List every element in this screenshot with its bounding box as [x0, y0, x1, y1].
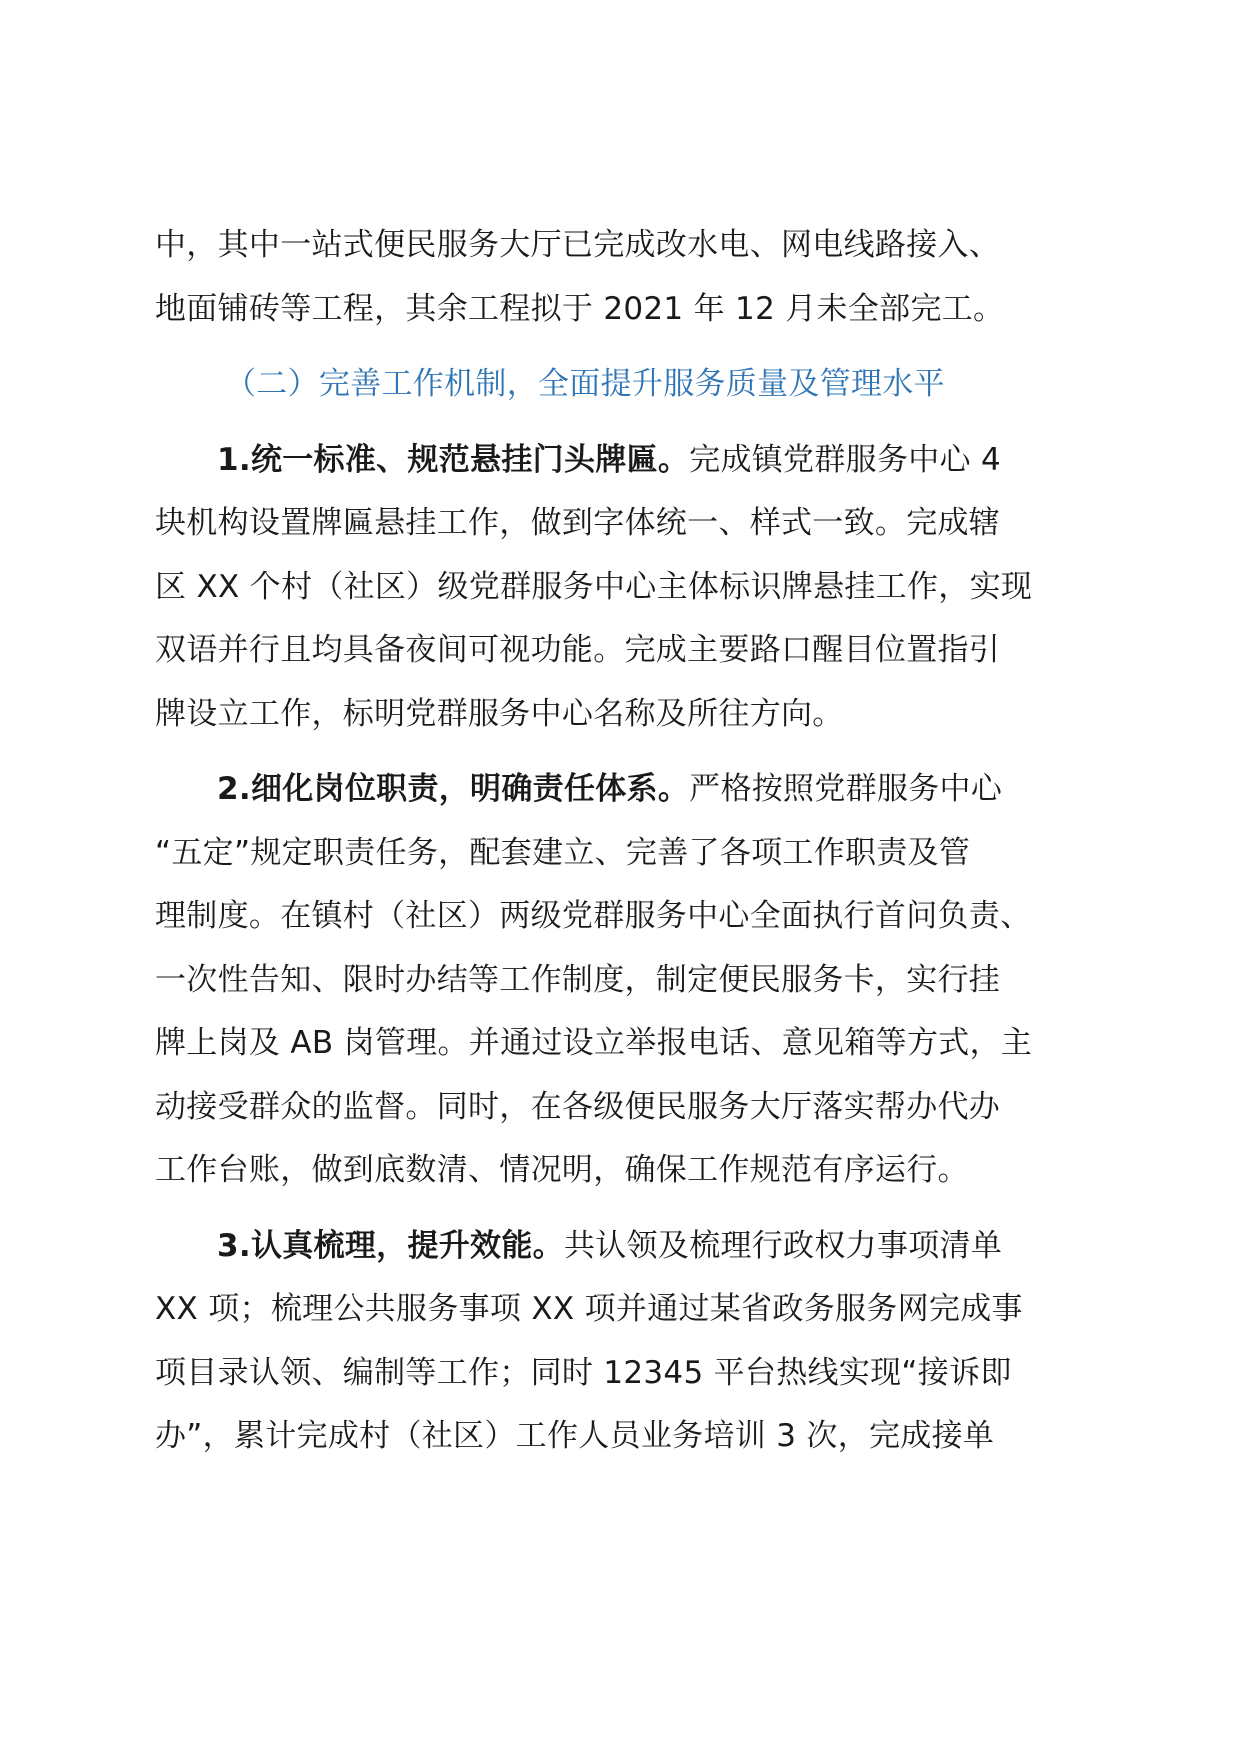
item-2-title: 2.细化岗位职责，明确责任体系。 [217, 771, 690, 807]
paragraph-item-3 [155, 1215, 1090, 1469]
item-3-first-line-text: 共认领及梳理行政权力事项清单 [563, 1227, 1003, 1264]
item-3-line-2: XX 项；梳理公共服务事项 XX 项并通过某省政务服务网完成事 [155, 1291, 1023, 1327]
item-1-first-line-text: 完成镇党群服务中心 4 [689, 441, 1002, 478]
item-1-line-2: 块机构设置牌匾悬挂工作，做到字体统一、样式一致。完成辖 [155, 505, 1001, 541]
intro-line-1: 中，其中一站式便民服务大厅已完成改水电、网电线路接入、 [155, 227, 1001, 263]
item-1-line-5: 牌设立工作，标明党群服务中心名称及所往方向。 [155, 695, 844, 732]
item-2-first-line-text: 严格按照党群服务中心 [689, 771, 1003, 807]
item-2-line-5: 牌上岗及 AB 岗管理。并通过设立举报电话、意见箱等方式，主 [155, 1025, 1033, 1061]
intro-line-2: 地面铺砖等工程，其余工程拟于 2021 年 12 月未全部完工。 [155, 290, 1005, 327]
item-2-line-2: “五定”规定职责任务，配套建立、完善了各项工作职责及管 [155, 834, 971, 871]
paragraph-item-2 [155, 758, 1090, 1203]
item-3-line-4: 办”，累计完成村（社区）工作人员业务培训 3 次，完成接单 [155, 1418, 995, 1454]
paragraph-item-1 [155, 429, 1090, 747]
item-3-line-3: 项目录认领、编制等工作；同时 12345 平台热线实现“接诉即 [155, 1354, 1012, 1391]
item-1-line-3: 区 XX 个村（社区）级党群服务中心主体标识牌悬挂工作，实现 [155, 568, 1033, 605]
item-2-line-3: 理制度。在镇村（社区）两级党群服务中心全面执行首问负责、 [155, 898, 1032, 934]
item-1-line-4: 双语并行且均具备夜间可视功能。完成主要路口醒目位置指引 [155, 632, 1001, 668]
item-1-first-line [155, 429, 1090, 493]
item-2-line-4: 一次性告知、限时办结等工作制度，制定便民服务卡，实行挂 [155, 961, 1001, 998]
item-3-first-line [155, 1215, 1090, 1279]
item-3-title: 3.认真梳理，提升效能。 [217, 1227, 564, 1264]
document-body [155, 214, 1090, 1469]
item-2-line-6: 动接受群众的监督。同时，在各级便民服务大厅落实帮办代办 [155, 1088, 1001, 1125]
item-2-line-7: 工作台账，做到底数清、情况明，确保工作规范有序运行。 [155, 1152, 969, 1188]
section-heading: （二）完善工作机制，全面提升服务质量及管理水平 [225, 366, 945, 402]
item-1-title: 1.统一标准、规范悬挂门头牌匾。 [217, 441, 690, 478]
item-2-first-line [155, 758, 1090, 822]
